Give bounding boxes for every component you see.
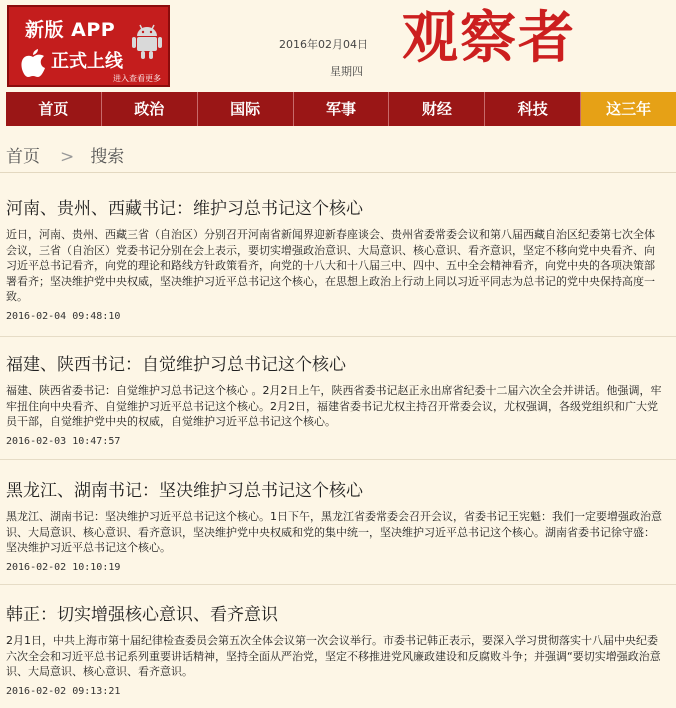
breadcrumb bbox=[6, 142, 124, 167]
result-divider bbox=[0, 336, 676, 337]
app-promo-banner[interactable] bbox=[7, 5, 170, 87]
result-divider bbox=[0, 459, 676, 460]
header bbox=[0, 0, 676, 92]
search-result-item bbox=[6, 600, 664, 697]
article-summary: 近日，河南、贵州、西藏三省（自治区）分别召开河南省新闻界迎新春座谈会、贵州省委常委会议和第八届西藏自治区纪委第七次全体会议，三省（自治区）党委书记分别在会上表示，要切实增强政治意识、大局意识、核心意识、看齐意识，坚定不移向党中央看齐、向习近平总书记看齐，向党的理论和路线方针政策看齐，向党的十八大和十八届三中、四中、五中全会精神看齐，向党中央的各项决策部署看齐；坚决维护党中央权威，坚决维护习近平总书记这个核心，在思想上政治上行动上同以习近平同志为总书记的党中央保持高度一致。 bbox=[6, 228, 655, 303]
header-date: 2016年02月04日 bbox=[279, 38, 368, 51]
header-weekday: 星期四 bbox=[330, 65, 363, 78]
nav-item-tech[interactable]: 科技 bbox=[485, 92, 581, 126]
nav-item-military[interactable]: 军事 bbox=[294, 92, 390, 126]
breadcrumb-current: 搜索 bbox=[90, 147, 125, 167]
banner-title: 新版 APP bbox=[25, 19, 116, 41]
search-result-item bbox=[6, 476, 664, 573]
article-date: 2016-02-02 10:10:19 bbox=[6, 561, 121, 573]
article-summary: 福建、陕西省委书记：自觉维护习总书记这个核心 。2月2日上午，陕西省委书记赵正永出席省纪委十二届六次全会并讲话。他强调，牢牢扭住向中央看齐、自觉维护习近平总书记这个核心。2月2日，福建省委书记尤权主持召开常委会议，尤权强调，各级党组织和广大党员干部，自觉维护党中央的权威，自觉维护习近平总书记这个核心。 bbox=[6, 384, 662, 428]
banner-more-link: 进入查看更多 bbox=[113, 74, 161, 83]
breadcrumb-home-link[interactable]: 首页 bbox=[6, 147, 40, 167]
search-result-item bbox=[6, 194, 664, 322]
article-date: 2016-02-02 09:13:21 bbox=[6, 685, 121, 697]
article-title-link[interactable]: 河南、贵州、西藏书记：维护习总书记这个核心 bbox=[6, 199, 363, 219]
article-date: 2016-02-04 09:48:10 bbox=[6, 310, 121, 322]
article-title-link[interactable]: 黑龙江、湖南书记：坚决维护习总书记这个核心 bbox=[6, 481, 363, 501]
main-nav bbox=[6, 92, 676, 126]
breadcrumb-divider bbox=[0, 172, 676, 173]
android-icon bbox=[131, 22, 163, 60]
nav-item-home[interactable]: 首页 bbox=[6, 92, 102, 126]
apple-icon bbox=[20, 49, 46, 79]
nav-item-finance[interactable]: 财经 bbox=[389, 92, 485, 126]
nav-item-politics[interactable]: 政治 bbox=[102, 92, 198, 126]
article-title-link[interactable]: 福建、陕西书记：自觉维护习总书记这个核心 bbox=[6, 355, 346, 375]
article-title-link[interactable]: 韩正：切实增强核心意识、看齐意识 bbox=[6, 605, 278, 625]
result-divider bbox=[0, 584, 676, 585]
article-summary: 2月1日，中共上海市第十届纪律检查委员会第五次全体会议第一次会议举行。市委书记韩正表示，要深入学习贯彻落实十八届中央纪委六次全会和习近平总书记系列重要讲话精神，坚持全面从严治党，坚定不移推进党风廉政建设和反腐败斗争；并强调“要切实增强政治意识、大局意识、核心意识、看齐意识。 bbox=[6, 634, 661, 678]
search-result-item bbox=[6, 350, 664, 447]
nav-item-three-years[interactable]: 这三年 bbox=[581, 92, 676, 126]
breadcrumb-separator: > bbox=[60, 147, 75, 167]
site-logo[interactable]: 观察者 bbox=[402, 5, 576, 71]
article-date: 2016-02-03 10:47:57 bbox=[6, 435, 121, 447]
nav-item-international[interactable]: 国际 bbox=[198, 92, 294, 126]
article-summary: 黑龙江、湖南书记：坚决维护习近平总书记这个核心。1日下午，黑龙江省委常委会召开会议，省委书记王宪魁：我们一定要增强政治意识、大局意识、核心意识、看齐意识，坚决维护党中央权威和党的集中统一，坚决维护习近平总书记这个核心。湖南省委书记徐守盛：坚决维护习近平总书记这个核心。 bbox=[6, 510, 662, 554]
banner-subtitle: 正式上线 bbox=[51, 51, 123, 72]
